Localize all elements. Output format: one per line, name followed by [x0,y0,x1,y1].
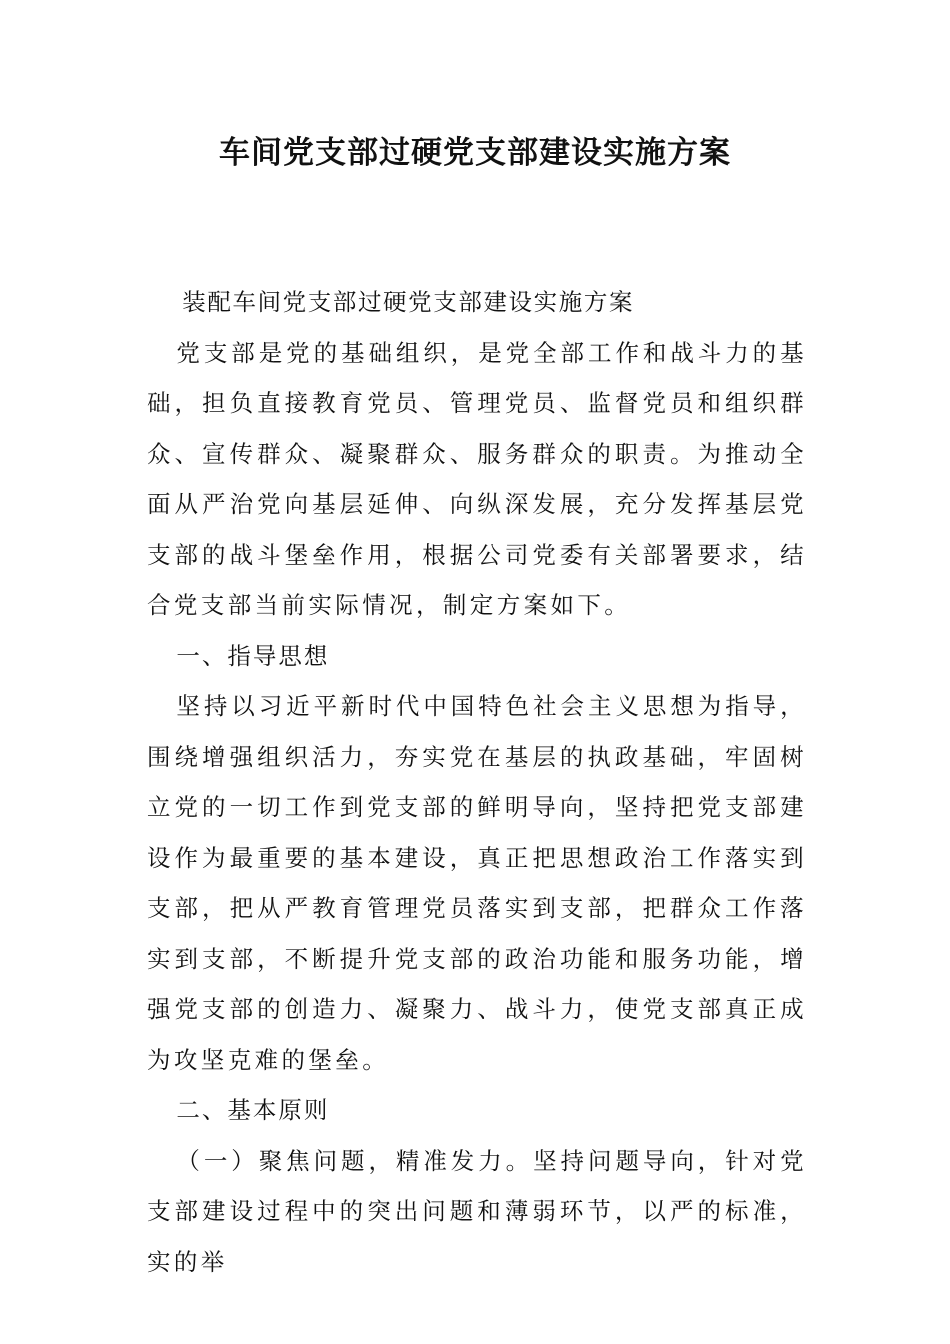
intro-paragraph: 党支部是党的基础组织，是党全部工作和战斗力的基础，担负直接教育党员、管理党员、监督党员和组织群众、宣传群众、凝聚群众、服务群众的职责。为推动全面从严治党向基层延伸、向纵深发展，充分发挥基层党支部的战斗堡垒作用，根据公司党委有关部署要求，结合党支部当前实际情况，制定方案如下。 [147,338,807,619]
document-title: 车间党支部过硬党支部建设实施方案 [219,135,731,171]
section-heading-basic-principles: 二、基本原则 [176,1096,330,1124]
section-heading-guiding-ideology: 一、指导思想 [176,641,330,670]
document-subtitle: 装配车间党支部过硬党支部建设实施方案 [182,288,635,316]
basic-principles-item-1: （一）聚焦问题，精准发力。坚持问题导向，针对党支部建设过程中的突出问题和薄弱环节，以严的标准，实的举 [147,1146,807,1276]
guiding-ideology-paragraph: 坚持以习近平新时代中国特色社会主义思想为指导，围绕增强组织活力，夯实党在基层的执政基础，牢固树立党的一切工作到党支部的鲜明导向，坚持把党支部建设作为最重要的基本建设，真正把思想政治工作落实到支部，把从严教育管理党员落实到支部，把群众工作落实到支部，不断提升党支部的政治功能和服务功能，增强党支部的创造力、凝聚力、战斗力，使党支部真正成为攻坚克难的堡垒。 [147,692,807,1074]
document-body [147,277,807,1287]
